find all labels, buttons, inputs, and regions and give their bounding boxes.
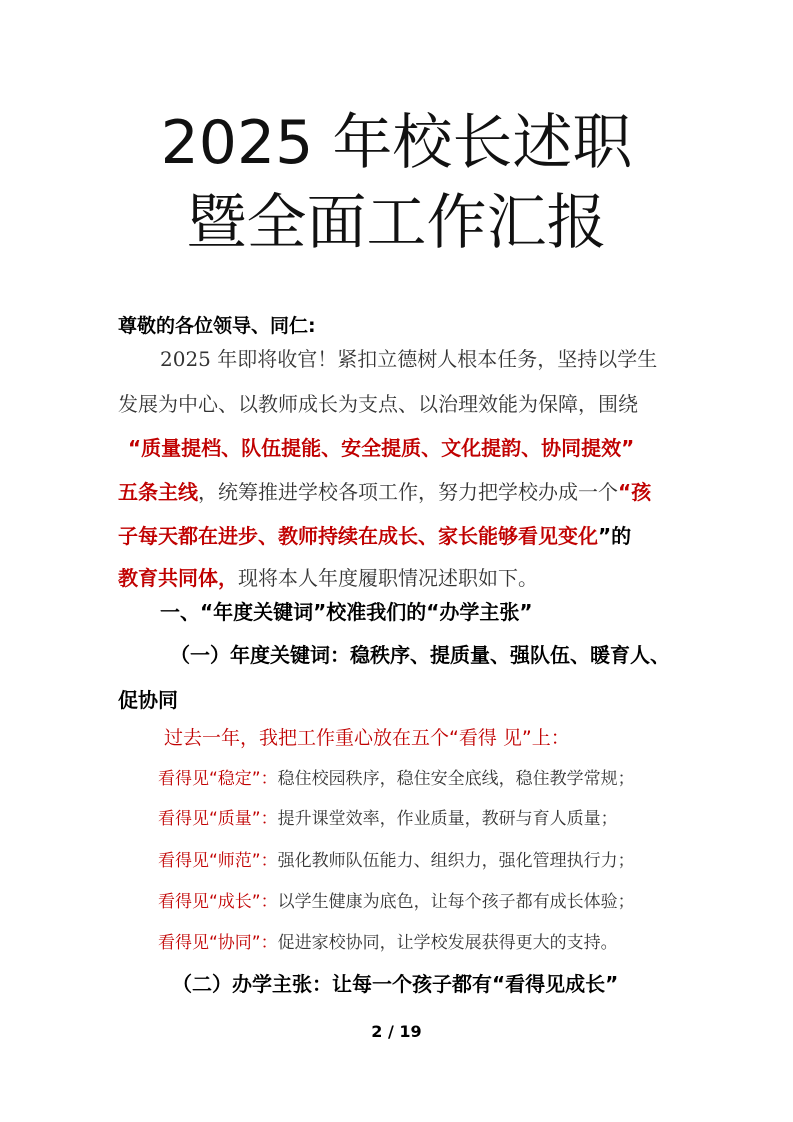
list-item-label: 看得见“协同”： xyxy=(158,933,278,953)
list-item-text: 强化教师队伍能力、组织力，强化管理执行力； xyxy=(277,851,635,871)
list-item-text: 以学生健康为底色，让每个孩子都有成长体验； xyxy=(277,892,635,912)
focus-statement: 过去一年，我把工作重心放在五个“看得 见”上： xyxy=(164,727,570,749)
subsection-1-heading-line-1: （一）年度关键词：稳秩序、提质量、强队伍、暖育人、 xyxy=(170,643,670,667)
list-item xyxy=(158,929,618,957)
document-title-line-1: 2025 年校长述职 xyxy=(160,108,633,178)
list-item-text: 促进家校协同，让学校发展获得更大的支持。 xyxy=(277,933,618,953)
intro-line-3-highlight: “质量提档、队伍提能、安全提质、文化提韵、协同提效” xyxy=(128,436,635,460)
intro-line-6-highlight: 教育共同体， xyxy=(118,566,238,590)
list-item-label: 看得见“师范”： xyxy=(158,851,278,871)
intro-line-6-text: 现将本人年度履职情况述职如下。 xyxy=(238,566,538,590)
intro-line-4-highlight: 五条主线 xyxy=(118,480,198,504)
intro-line-5 xyxy=(118,522,631,550)
list-item-label: 看得见“质量”： xyxy=(158,809,278,829)
list-item-text: 稳住校园秩序，稳住安全底线，稳住教学常规； xyxy=(277,769,635,789)
page-number: 2 / 19 xyxy=(371,1022,422,1041)
list-item-text: 提升课堂效率，作业质量，教研与育人质量； xyxy=(277,809,618,829)
list-item-label: 看得见“成长”： xyxy=(158,892,278,912)
intro-line-4-highlight-end: “孩 xyxy=(618,480,652,504)
list-item xyxy=(158,765,635,793)
document-title-line-2: 暨全面工作汇报 xyxy=(186,188,607,258)
intro-line-4-text: ，统筹推进学校各项工作，努力把学校办成一个 xyxy=(198,480,618,504)
list-item-label: 看得见“稳定”： xyxy=(158,769,278,789)
intro-line-5-text: ”的 xyxy=(598,524,632,548)
subsection-1-heading-line-2: 促协同 xyxy=(118,688,178,712)
intro-line-4 xyxy=(118,478,651,506)
intro-line-5-highlight: 子每天都在进步、教师持续在成长、家长能够看见变化 xyxy=(118,524,598,548)
section-1-heading: 一、“年度关键词”校准我们的“办学主张” xyxy=(160,600,533,624)
salutation: 尊敬的各位领导、同仁: xyxy=(118,315,316,337)
subsection-2-heading: （二）办学主张：让每一个孩子都有“看得见成长” xyxy=(172,972,619,996)
list-item xyxy=(158,805,618,833)
list-item xyxy=(158,847,635,875)
intro-line-1: 2025 年即将收官！紧扣立德树人根本任务，坚持以学生 xyxy=(160,347,658,371)
intro-line-6 xyxy=(118,564,538,592)
list-item xyxy=(158,888,635,916)
intro-line-2: 发展为中心、以教师成长为支点、以治理效能为保障，围绕 xyxy=(118,392,638,416)
